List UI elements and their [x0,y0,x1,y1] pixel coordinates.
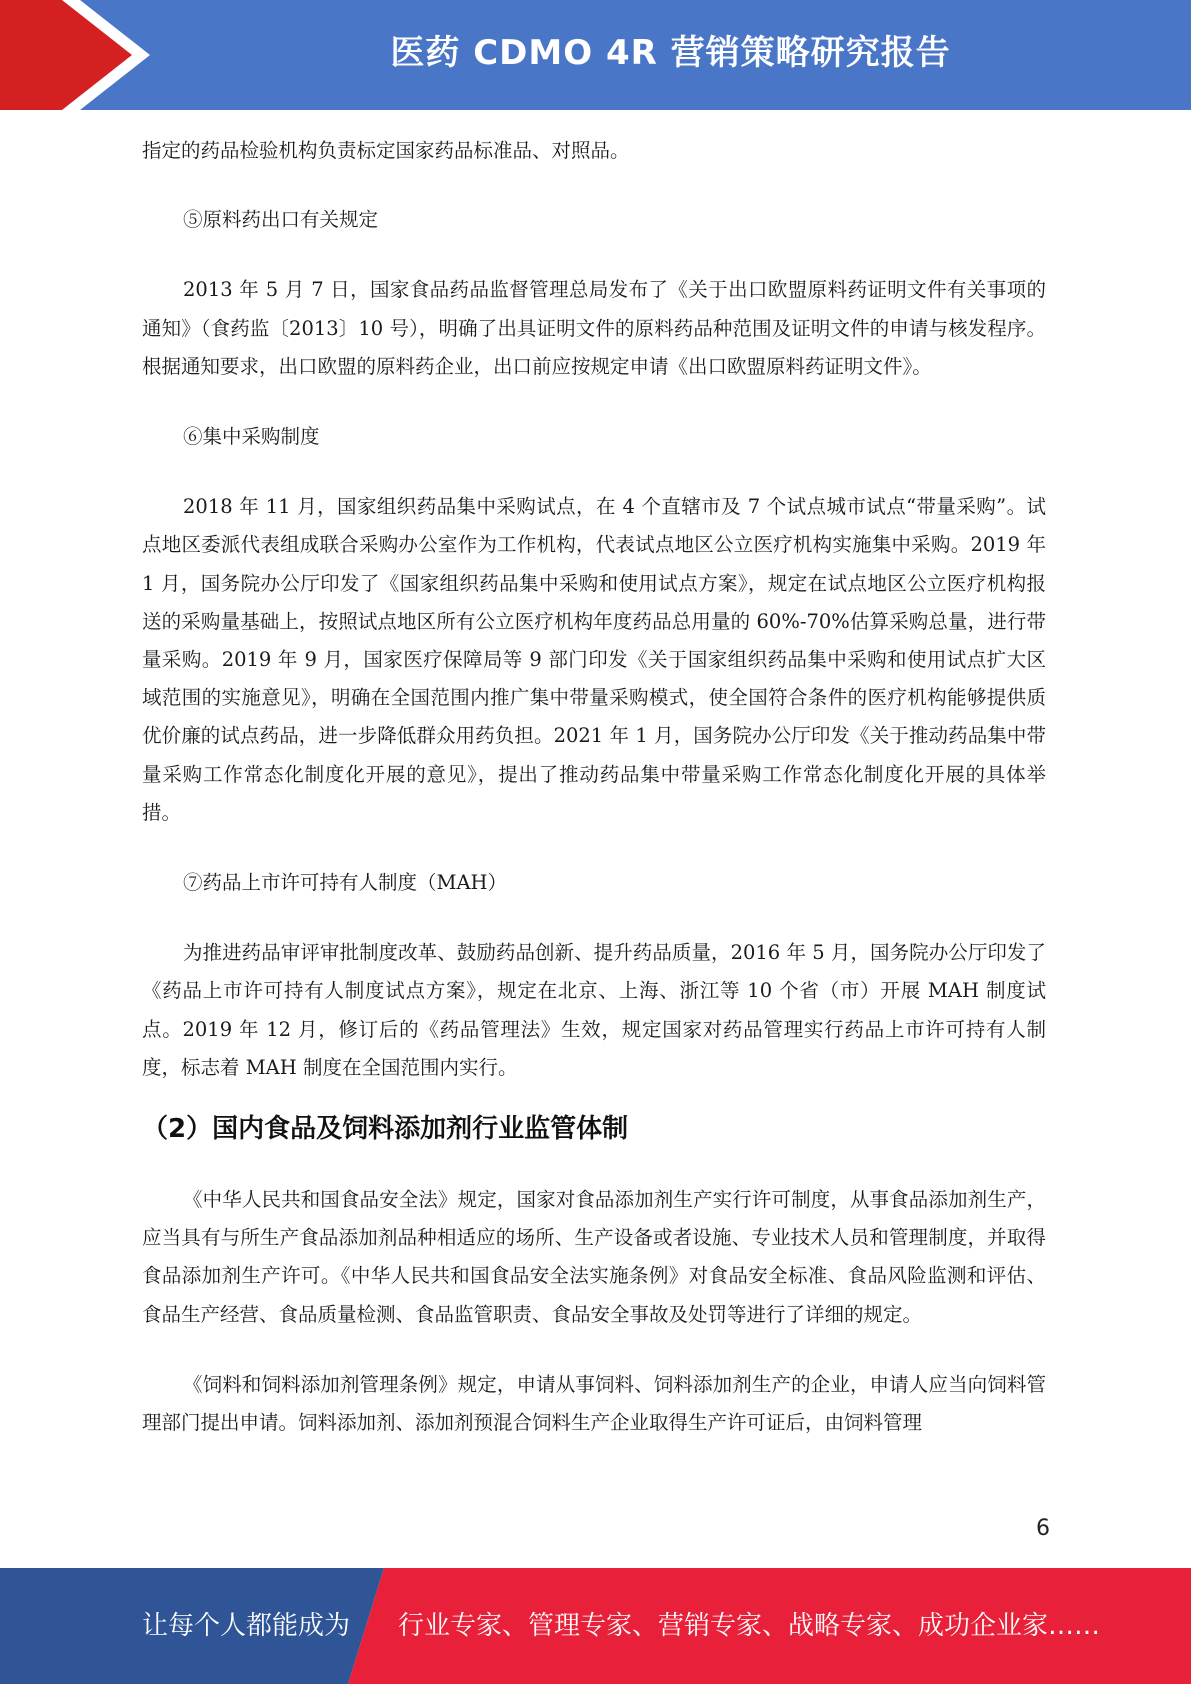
paragraph: 2018 年 11 月，国家组织药品集中采购试点，在 4 个直辖市及 7 个试点城市试点“带量采购”。试点地区委派代表组成联合采购办公室作为工作机构，代表试点地区公立医疗机构实施集中采购。2019 年 1 月，国务院办公厅印发了《国家组织药品集中采购和使用试点方案》，规定在试点地区公立医疗机构报送的采购量基础上，按照试点地区所有公立医疗机构年度药品总用量的 60%-70%估算采购总量，进行带量采购。2019 年 9 月，国家医疗保障局等 9 部门印发《关于国家组织药品集中采购和使用试点扩大区域范围的实施意见》，明确在全国范围内推广集中带量采购模式，使全国符合条件的医疗机构能够提供质优价廉的试点药品，进一步降低群众用药负担。2021 年 1 月，国务院办公厅印发《关于推动药品集中带量采购工作常态化制度化开展的意见》，提出了推动药品集中带量采购工作常态化制度化开展的具体举措。 [142,495,1046,824]
paragraph: 《中华人民共和国食品安全法》规定，国家对食品添加剂生产实行许可制度，从事食品添加剂生产，应当具有与所生产食品添加剂品种相适应的场所、生产设备或者设施、专业技术人员和管理制度，并取得食品添加剂生产许可。《中华人民共和国食品安全法实施条例》对食品安全标准、食品风险监测和评估、食品生产经营、食品质量检测、食品监管职责、食品安全事故及处罚等进行了详细的规定。 [142,1188,1046,1326]
footer-slogan-right: 行业专家、管理专家、营销专家、战略专家、成功企业家…… [398,1611,1101,1641]
subheading-mah-system: ⑦药品上市许可持有人制度（MAH） [183,871,508,895]
paragraph: 为推进药品审评审批制度改革、鼓励药品创新、提升药品质量，2016 年 5 月，国务院办公厅印发了《药品上市许可持有人制度试点方案》，规定在北京、上海、浙江等 10 个省（市）开展 MAH 制度试点。2019 年 12 月，修订后的《药品管理法》生效，规定国家对药品管理实行药品上市许可持有人制度，标志着 MAH 制度在全国范围内实行。 [142,941,1046,1079]
subheading-centralized-procurement: ⑥集中采购制度 [183,425,320,449]
paragraph: 《饲料和饲料添加剂管理条例》规定，申请从事饲料、饲料添加剂生产的企业，申请人应当向饲料管理部门提出申请。饲料添加剂、添加剂预混合饲料生产企业取得生产许可证后，由饲料管理 [142,1372,1046,1435]
subheading-raw-material-export: ⑤原料药出口有关规定 [183,208,379,232]
document-body [142,132,1046,1442]
paragraph: 2013 年 5 月 7 日，国家食品药品监督管理总局发布了《关于出口欧盟原料药证明文件有关事项的通知》（食药监〔2013〕10 号），明确了出具证明文件的原料药品种范围及证明文件的申请与核发程序。根据通知要求，出口欧盟的原料药企业，出口前应按规定申请《出口欧盟原料药证明文件》。 [142,278,1046,378]
report-title: 医药 CDMO 4R 营销策略研究报告 [390,33,951,73]
paragraph: 指定的药品检验机构负责标定国家药品标准品、对照品。 [142,139,630,162]
footer-slogan-left: 让每个人都能成为 [142,1611,351,1641]
page-number: 6 [1036,1516,1050,1541]
page-footer [0,1568,1191,1684]
page-header [0,0,1191,110]
section-heading: （2）国内食品及饲料添加剂行业监管体制 [142,1114,629,1145]
